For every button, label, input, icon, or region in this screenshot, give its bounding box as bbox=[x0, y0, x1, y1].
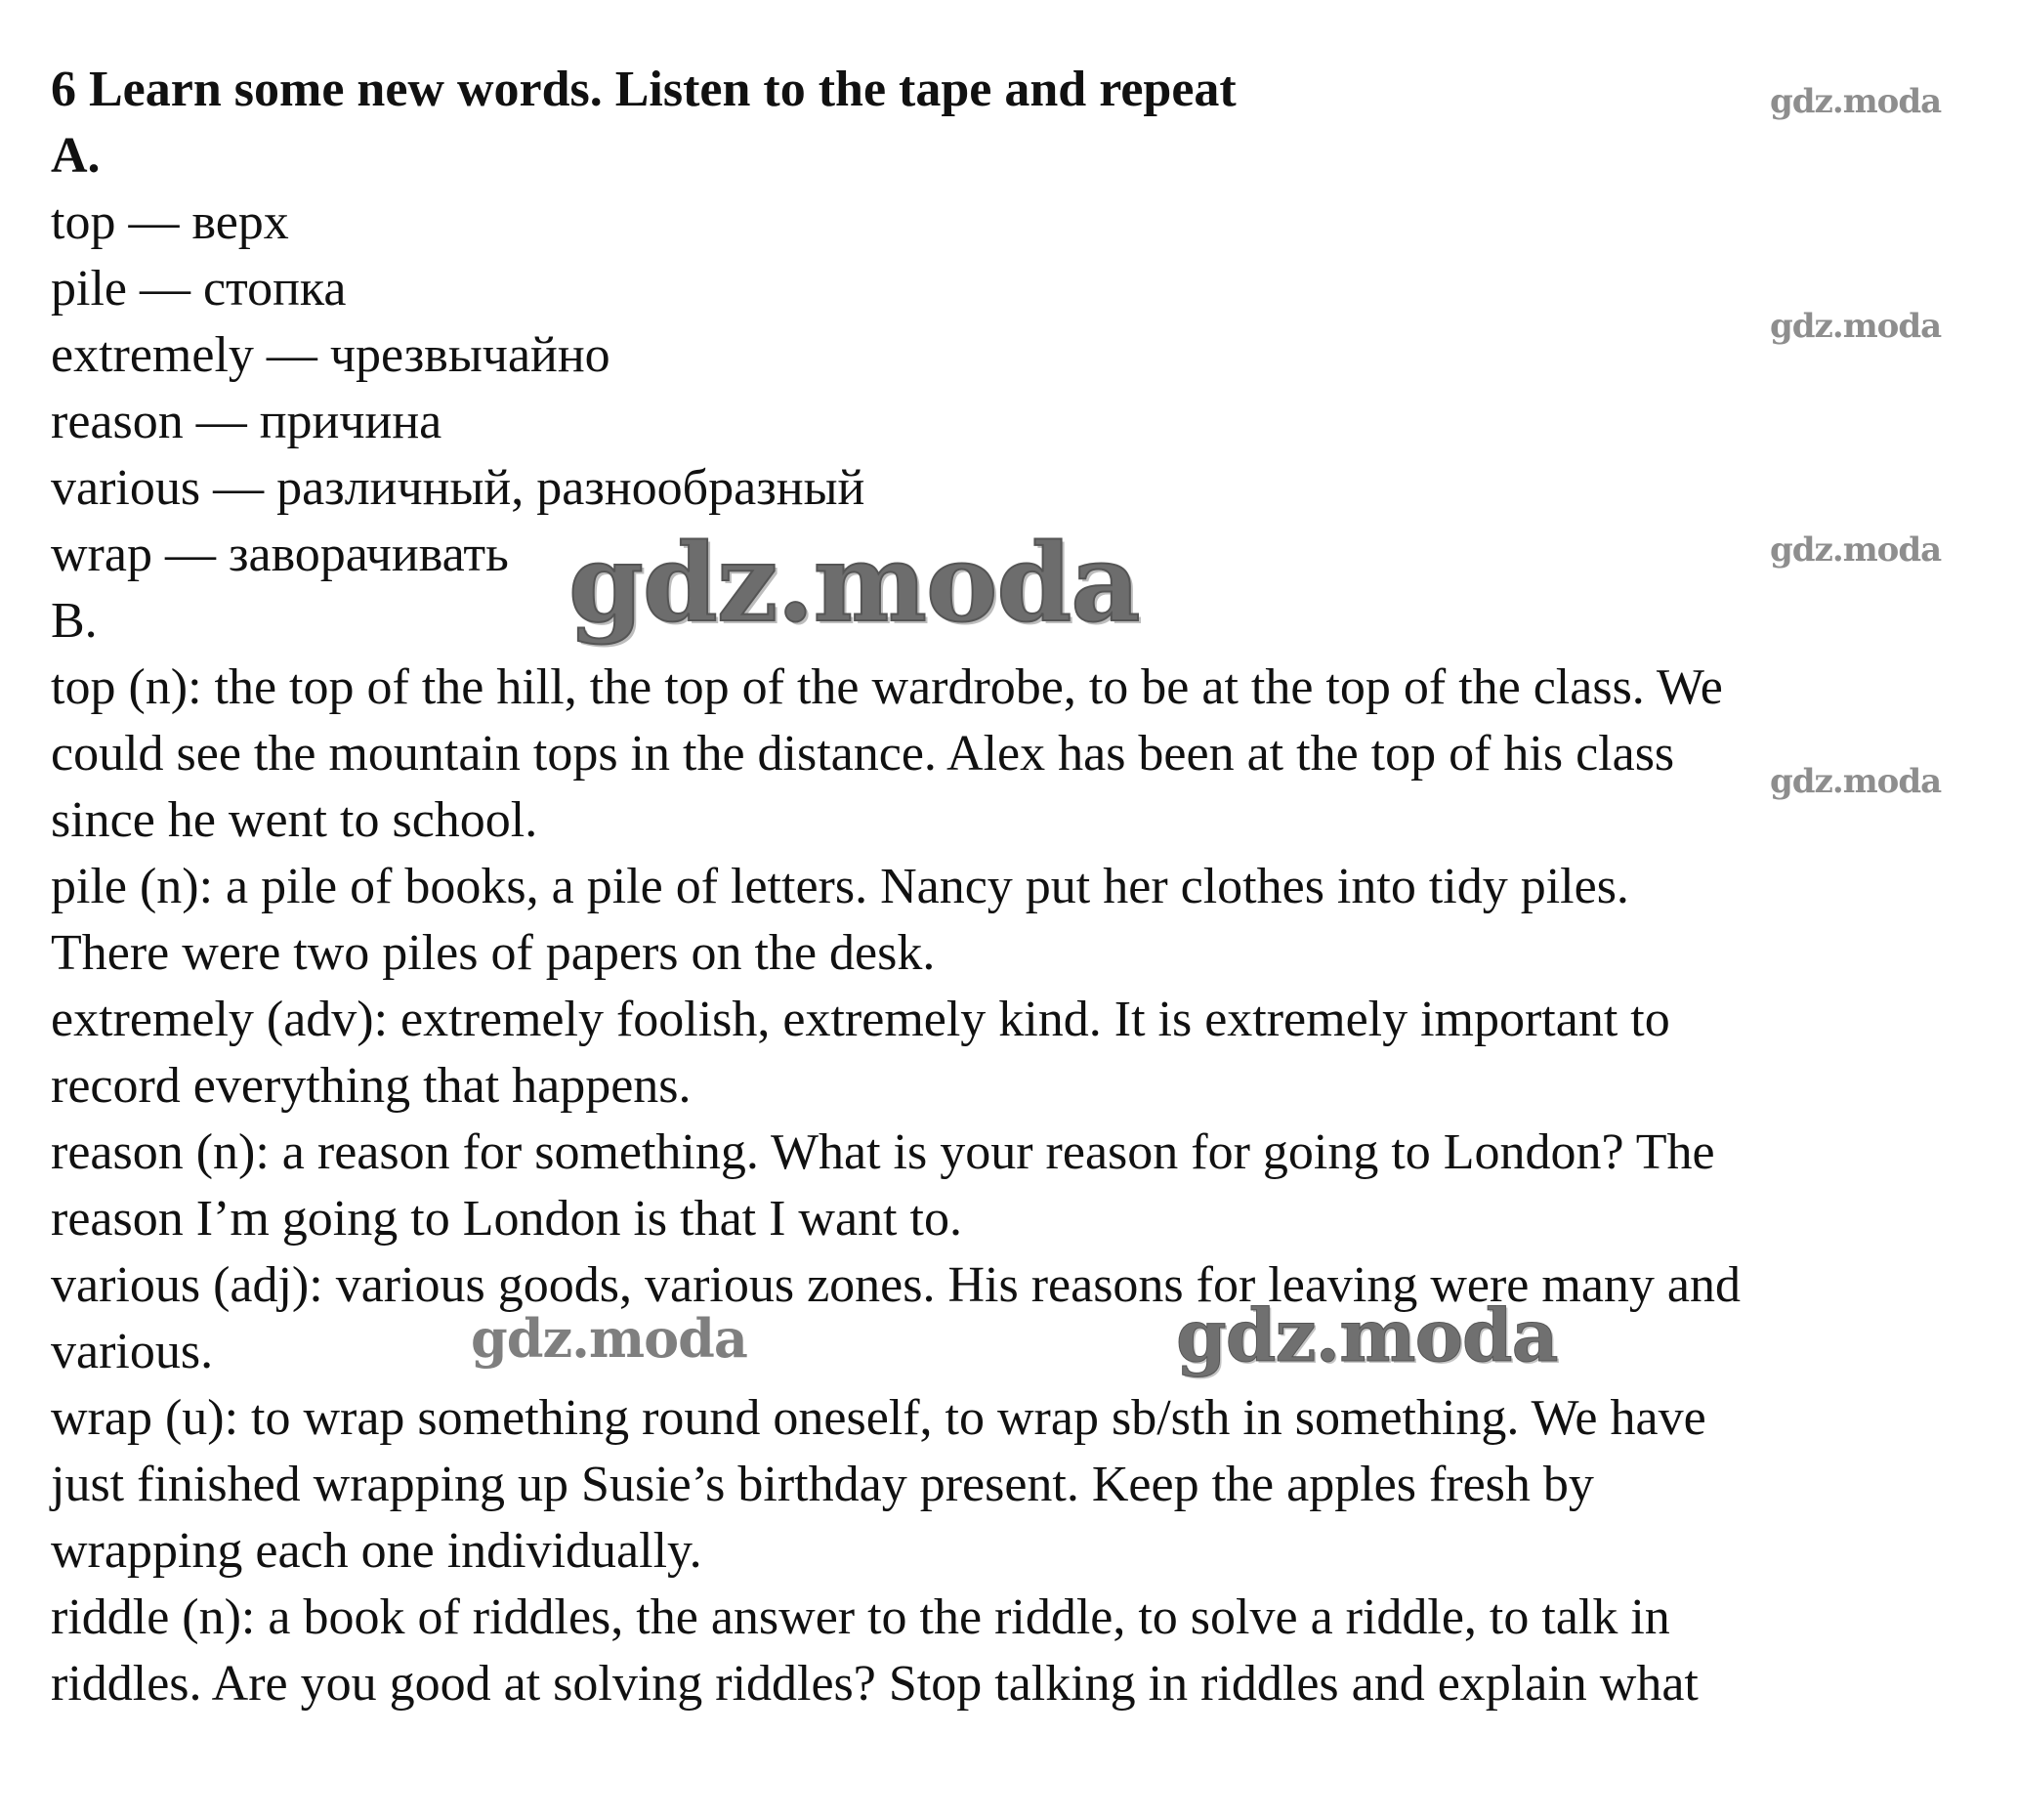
section-b-label: B. bbox=[51, 593, 98, 649]
watermark: gdz.moda bbox=[1770, 762, 1942, 801]
section-a-label: A. bbox=[51, 128, 101, 184]
example-line: top (n): the top of the hill, the top of the wardrobe, to be at the top of the class. We bbox=[51, 659, 1723, 715]
example-line: pile (n): a pile of books, a pile of letters. Nancy put her clothes into tidy piles. bbox=[51, 859, 1629, 914]
example-line: just finished wrapping up Susie’s birthday present. Keep the apples fresh by bbox=[51, 1457, 1594, 1512]
example-line: various. bbox=[51, 1324, 214, 1379]
example-line: extremely (adv): extremely foolish, extremely kind. It is extremely important to bbox=[51, 992, 1670, 1047]
vocabulary-item: wrap — заворачивать bbox=[51, 527, 509, 582]
vocabulary-item: top — верх bbox=[51, 194, 289, 250]
example-line: riddles. Are you good at solving riddles? Stop talking in riddles and explain what bbox=[51, 1656, 1699, 1712]
watermark: gdz.moda bbox=[471, 1307, 747, 1370]
vocabulary-item: various — различный, разнообразный bbox=[51, 460, 865, 516]
example-line: There were two piles of papers on the desk. bbox=[51, 925, 936, 981]
example-line: wrap (u): to wrap something round oneself, to wrap sb/sth in something. We have bbox=[51, 1390, 1706, 1446]
exercise-heading: 6 Learn some new words. Listen to the tape and repeat bbox=[51, 62, 1237, 117]
example-line: wrapping each one individually. bbox=[51, 1523, 702, 1579]
example-line: riddle (n): a book of riddles, the answer to the riddle, to solve a riddle, to talk in bbox=[51, 1589, 1670, 1645]
vocabulary-item: pile — стопка bbox=[51, 261, 347, 317]
vocabulary-item: reason — причина bbox=[51, 394, 442, 449]
watermark: gdz.moda bbox=[1770, 307, 1942, 346]
watermark: gdz.moda bbox=[568, 520, 1140, 646]
example-line: reason (n): a reason for something. What is your reason for going to London? The bbox=[51, 1124, 1715, 1180]
example-line: reason I’m going to London is that I want to. bbox=[51, 1191, 962, 1247]
watermark: gdz.moda bbox=[1770, 530, 1942, 570]
document-page bbox=[51, 57, 1985, 1717]
watermark: gdz.moda bbox=[1176, 1294, 1558, 1378]
watermark: gdz.moda bbox=[1770, 82, 1942, 121]
example-line: since he went to school. bbox=[51, 792, 538, 848]
example-line: could see the mountain tops in the distance. Alex has been at the top of his class bbox=[51, 726, 1675, 782]
vocabulary-item: extremely — чрезвычайно bbox=[51, 327, 610, 383]
example-text bbox=[51, 655, 1985, 1717]
example-line: record everything that happens. bbox=[51, 1058, 692, 1114]
example-line: various (adj): various goods, various zones. His reasons for leaving were many and bbox=[51, 1257, 1741, 1313]
